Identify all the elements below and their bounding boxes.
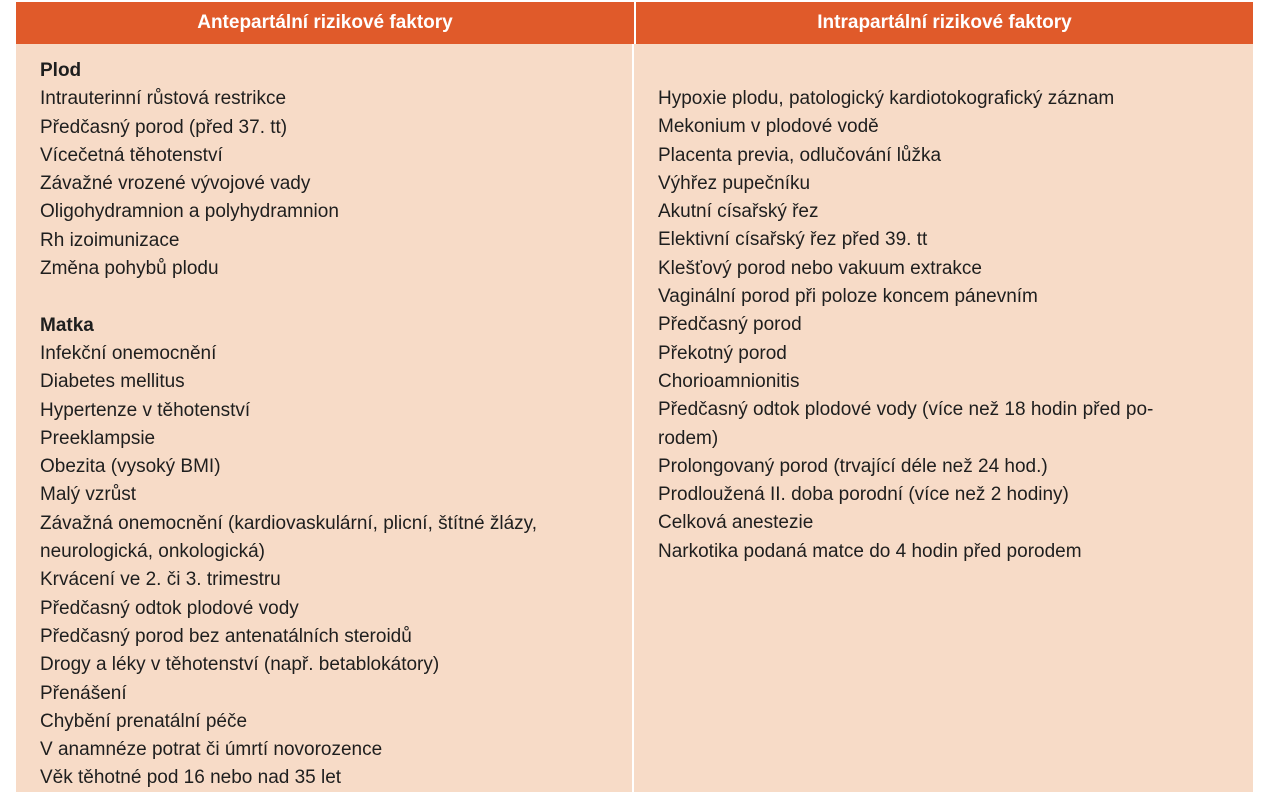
- list-item: Závažná onemocnění (kardiovaskulární, plicní, štítné žlázy,: [40, 512, 538, 534]
- section-title-mother: Matka: [40, 314, 94, 336]
- list-item: Prolongovaný porod (trvající déle než 24 hod.): [658, 455, 1048, 477]
- list-item: Vaginální porod při poloze koncem pánevním: [658, 286, 1038, 308]
- list-item: Věk těhotné pod 16 nebo nad 35 let: [40, 767, 342, 789]
- list-item: Předčasný porod (před 37. tt): [40, 116, 288, 138]
- section-title-fetus: Plod: [40, 60, 82, 81]
- list-item: Prodloužená II. doba porodní (více než 2 hodiny): [658, 484, 1069, 506]
- list-item: Vícečetná těhotenství: [40, 144, 223, 166]
- antepartal-column: [16, 44, 634, 792]
- list-item: Intrauterinní růstová restrikce: [40, 88, 287, 110]
- list-item: Závažné vrozené vývojové vady: [40, 173, 311, 195]
- header-antepartal: Antepartální rizikové faktory: [16, 2, 636, 44]
- list-item: Placenta previa, odlučování lůžka: [658, 144, 942, 166]
- list-item: Hypoxie plodu, patologický kardiotokografický záznam: [658, 88, 1115, 109]
- intrapartal-list: [658, 85, 1233, 566]
- list-item: Drogy a léky v těhotenství (např. betablokátory): [40, 654, 440, 676]
- list-item: Chorioamnionitis: [658, 370, 800, 392]
- list-item: Celková anestezie: [658, 512, 814, 534]
- list-item: Krvácení ve 2. či 3. trimestru: [40, 569, 281, 591]
- list-item: Diabetes mellitus: [40, 371, 185, 393]
- list-item: Klešťový porod nebo vakuum extrakce: [658, 257, 982, 279]
- header-intrapartal: Intrapartální rizikové faktory: [817, 12, 1072, 33]
- list-item: Chybění prenatální péče: [40, 710, 248, 732]
- list-item: Oligohydramnion a polyhydramnion: [40, 201, 339, 223]
- list-item: Rh izoimunizace: [40, 229, 180, 251]
- table-header: [16, 2, 1253, 44]
- list-item: Elektivní císařský řez před 39. tt: [658, 229, 928, 251]
- list-item: Narkotika podaná matce do 4 hodin před porodem: [658, 540, 1082, 562]
- fetus-list: [40, 85, 632, 283]
- list-item: Preeklampsie: [40, 427, 156, 449]
- list-item: neurologická, onkologická): [40, 541, 265, 563]
- list-item: Malý vzrůst: [40, 484, 137, 506]
- list-item: Předčasný porod bez antenatálních steroidů: [40, 625, 412, 647]
- list-item: Akutní císařský řez: [658, 201, 819, 223]
- table-body: [16, 44, 1253, 792]
- list-item: Přenášení: [40, 682, 127, 704]
- list-item: Výhřez pupečníku: [658, 172, 811, 194]
- list-item: Předčasný odtok plodové vody (více než 18 hodin před po-: [658, 399, 1154, 421]
- list-item: Překotný porod: [658, 342, 787, 364]
- list-item: Hypertenze v těhotenství: [40, 399, 251, 421]
- list-item: Předčasný porod: [658, 314, 802, 336]
- list-item: V anamnéze potrat či úmrtí novorozence: [40, 739, 383, 761]
- list-item: rodem): [658, 427, 719, 449]
- list-item: Infekční onemocnění: [40, 342, 217, 364]
- list-item: Předčasný odtok plodové vody: [40, 597, 299, 619]
- list-item: Změna pohybů plodu: [40, 258, 219, 280]
- mother-list: [40, 340, 632, 793]
- risk-factors-table: [16, 2, 1253, 792]
- section-spacer: [40, 283, 632, 311]
- list-item: Obezita (vysoký BMI): [40, 456, 221, 478]
- intrapartal-column: [634, 44, 1253, 792]
- list-item: Mekonium v plodové vodě: [658, 116, 879, 138]
